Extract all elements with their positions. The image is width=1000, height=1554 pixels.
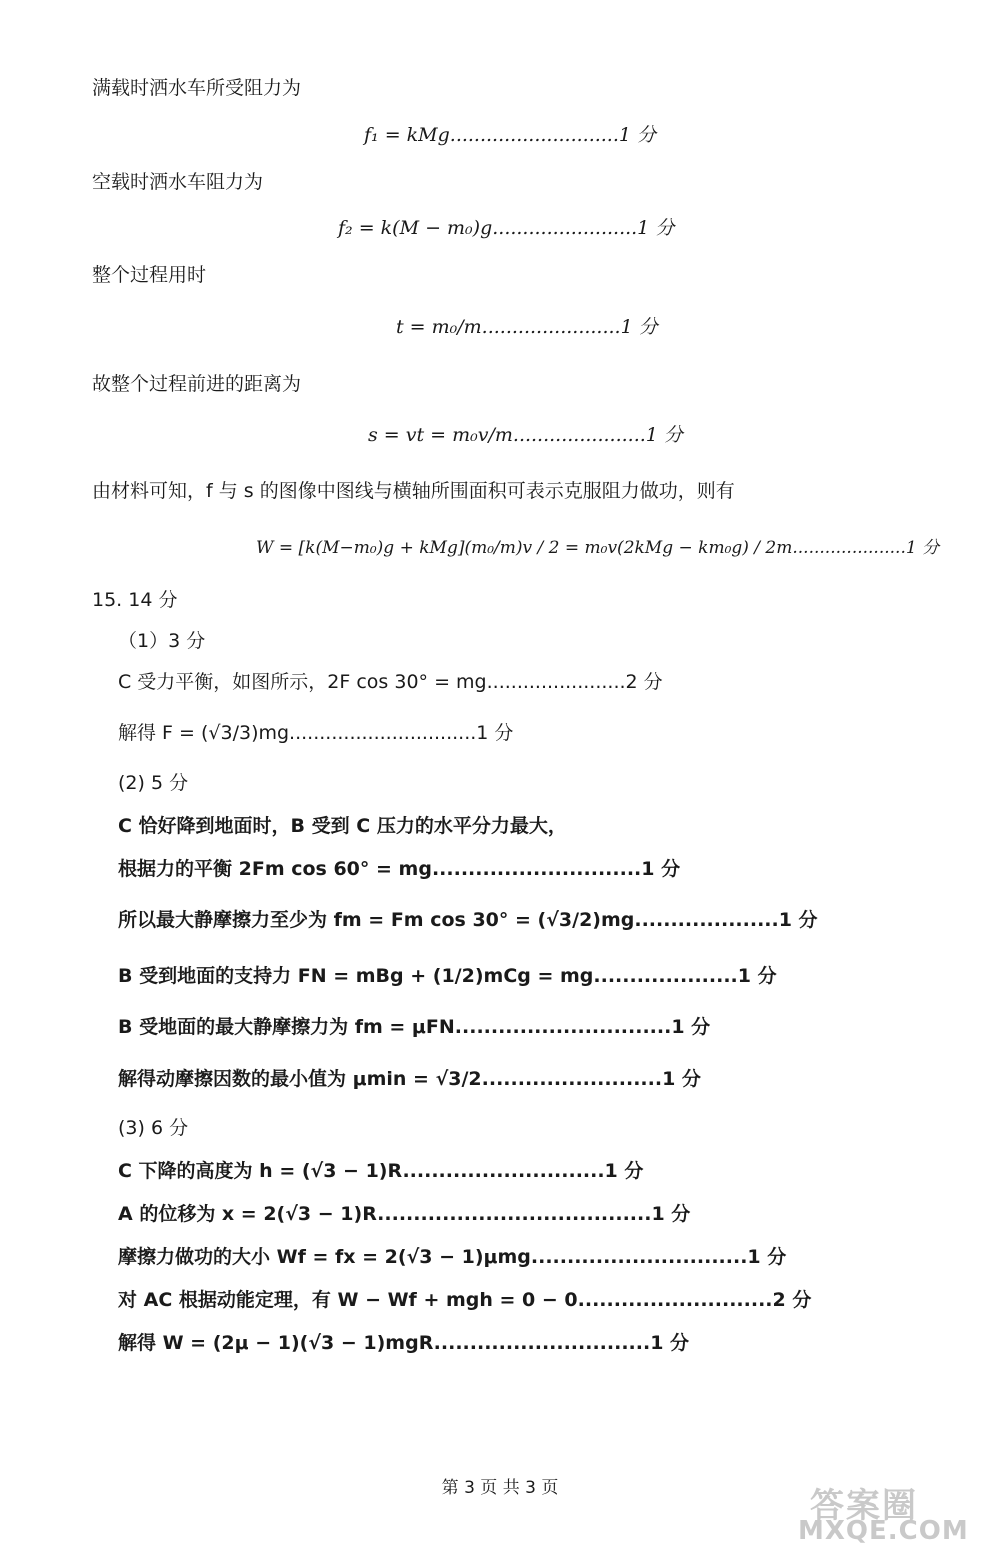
equation-t: t = m₀/m.......................1 分 — [396, 316, 658, 338]
part-2-heading: (2) 5 分 — [118, 772, 189, 794]
line-17: 根据力的平衡 2Fm cos 60° = mg.............................1 分 — [118, 858, 681, 880]
line-9: 由材料可知，f 与 s 的图像中图线与横轴所围面积可表示克服阻力做功，则有 — [92, 480, 735, 502]
line-1: 满载时洒水车所受阻力为 — [92, 77, 302, 99]
line-21: 解得动摩擦因数的最小值为 μmin = √3/2.........................1 分 — [118, 1068, 701, 1090]
line-13: C 受力平衡，如图所示，2F cos 30° = mg.......................2 分 — [118, 671, 663, 693]
question-15-heading: 15. 14 分 — [92, 589, 178, 611]
line-18: 所以最大静摩擦力至少为 fm = Fm cos 30° = (√3/2)mg....................1 分 — [118, 909, 818, 931]
line-3: 空载时洒水车阻力为 — [92, 171, 264, 193]
watermark — [790, 1478, 990, 1548]
line-27: 解得 W = (2μ − 1)(√3 − 1)mgR..............................1 分 — [118, 1332, 690, 1354]
line-24: A 的位移为 x = 2(√3 − 1)R......................................1 分 — [118, 1203, 691, 1225]
line-20: B 受地面的最大静摩擦力为 fm = μFN..............................1 分 — [118, 1016, 711, 1038]
line-7: 故整个过程前进的距离为 — [92, 373, 302, 395]
equation-s: s = vt = m₀v/m......................1 分 — [368, 424, 683, 446]
page-footer: 第 3 页 共 3 页 — [441, 1478, 559, 1498]
line-14: 解得 F = (√3/3)mg...............................1 分 — [118, 722, 514, 744]
line-19: B 受到地面的支持力 FN = mBg + (1/2)mCg = mg....................1 分 — [118, 965, 777, 987]
line-25: 摩擦力做功的大小 Wf = fx = 2(√3 − 1)μmg..............................1 分 — [118, 1246, 787, 1268]
part-1-heading: （1）3 分 — [118, 630, 206, 652]
line-5: 整个过程用时 — [92, 264, 207, 286]
line-16: C 恰好降到地面时，B 受到 C 压力的水平分力最大， — [118, 815, 567, 837]
equation-f1: f₁ = kMg............................1 分 — [364, 124, 657, 146]
watermark-url: MXQE.COM — [798, 1516, 969, 1546]
line-23: C 下降的高度为 h = (√3 − 1)R............................1 分 — [118, 1160, 644, 1182]
line-26: 对 AC 根据动能定理，有 W − Wf + mgh = 0 − 0...........................2 分 — [118, 1289, 812, 1311]
part-3-heading: (3) 6 分 — [118, 1117, 189, 1139]
equation-f2: f₂ = k(M − m₀)g........................1 分 — [338, 217, 675, 239]
watermark-logo: 答案圈 — [810, 1486, 918, 1526]
equation-W: W = [k(M−m₀)g + kMg](m₀/m)v / 2 = m₀v(2kMg − km₀g) / 2m.....................1 分 — [256, 538, 940, 558]
